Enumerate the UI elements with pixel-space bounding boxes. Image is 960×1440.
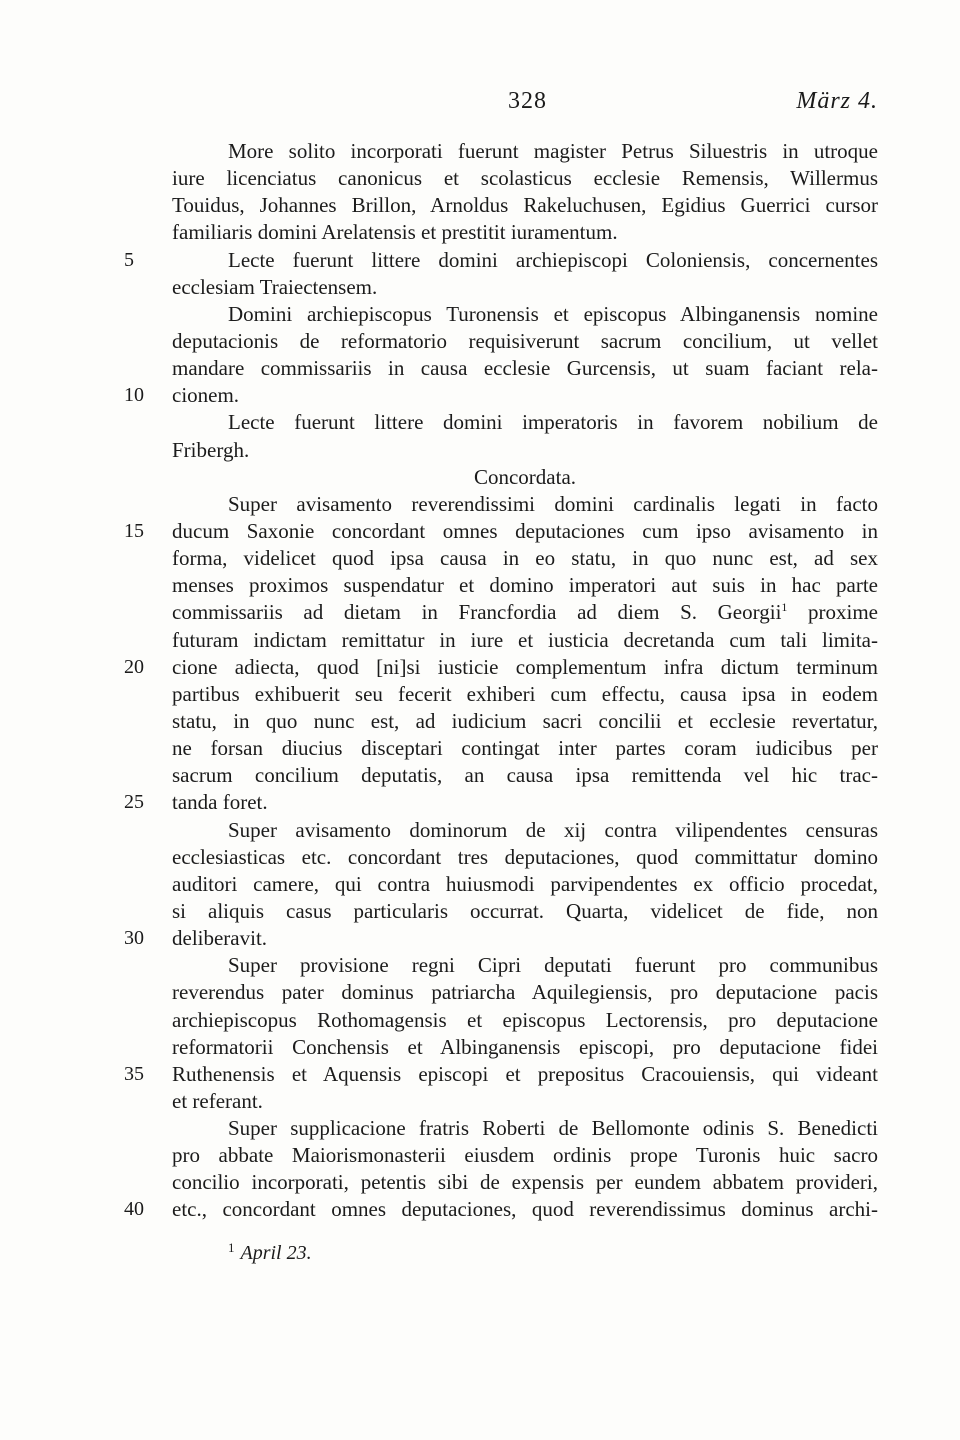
line-text: tanda foret. — [172, 790, 268, 815]
line-text: futuram indictam remittatur in iure et iusticia decretanda cum tali limita- — [172, 627, 878, 652]
text-line — [172, 545, 878, 572]
text-line — [124, 518, 878, 545]
text-line — [124, 1061, 878, 1088]
line-text: Concordata. — [473, 464, 577, 489]
line-text: familiaris domini Arelatensis et prestitit iuramentum. — [172, 220, 618, 245]
text-line — [172, 464, 878, 491]
text-line — [172, 572, 878, 599]
line-text: Fribergh. — [172, 437, 250, 462]
text-line — [172, 599, 878, 626]
line-text: Lecte fuerunt littere domini imperatoris in favorem nobilium de — [228, 410, 878, 435]
text-line — [172, 627, 878, 654]
text-line — [172, 762, 878, 789]
text-line — [172, 165, 878, 192]
text-line — [172, 328, 878, 355]
text-line — [172, 409, 878, 436]
text-line — [172, 274, 878, 301]
line-text: Super provisione regni Cipri deputati fuerunt pro communibus — [228, 953, 878, 978]
line-text: mandare commissariis in causa ecclesie Gurcensis, ut suam faciant rela- — [172, 356, 878, 381]
text-line — [172, 1115, 878, 1142]
text-line — [172, 708, 878, 735]
line-text: Domini archiepiscopus Turonensis et episcopus Albinganensis nomine — [228, 301, 878, 326]
page-header — [172, 88, 878, 122]
line-text: pro abbate Maiorismonasterii eiusdem ordinis prope Turonis huic sacro — [172, 1143, 878, 1168]
line-text: ecclesiasticas etc. concordant tres deputaciones, quod committatur domino — [172, 844, 878, 869]
text-line — [172, 1169, 878, 1196]
line-text: reverendus pater dominus patriarcha Aquilegiensis, pro deputacione pacis — [172, 980, 878, 1005]
line-number: 5 — [124, 248, 134, 271]
line-text: ducum Saxonie concordant omnes deputaciones cum ipso avisamento in — [172, 518, 878, 543]
footnote-reference: 1 — [781, 600, 788, 615]
line-number: 30 — [124, 927, 144, 950]
text-line — [124, 925, 878, 952]
text-line — [172, 871, 878, 898]
text-line — [172, 844, 878, 871]
text-line — [172, 138, 878, 165]
line-text: commissariis ad dietam in Francfordia ad diem S. Georgii — [172, 600, 782, 625]
line-text: archiepiscopus Rothomagensis et episcopus Lectorensis, pro deputacione — [172, 1007, 878, 1032]
line-number: 25 — [124, 791, 144, 814]
text-line — [124, 789, 878, 816]
text-line — [172, 898, 878, 925]
line-text: More solito incorporati fuerunt magister Petrus Siluestris in utroque — [228, 139, 878, 163]
text-line — [172, 1142, 878, 1169]
footnote — [228, 1240, 312, 1265]
text-line — [172, 681, 878, 708]
text-line — [172, 301, 878, 328]
line-text: concilio incorporati, petentis sibi de expensis per eundem abbatem provideri, — [172, 1170, 878, 1195]
line-text: Lecte fuerunt littere domini archiepiscopi Coloniensis, concernentes — [228, 247, 878, 272]
line-number: 15 — [124, 519, 144, 542]
running-head: März 4. — [796, 88, 878, 114]
line-text: reformatorii Conchensis et Albinganensis episcopi, pro deputacione fidei — [172, 1034, 878, 1059]
line-number: 20 — [124, 655, 144, 678]
text-line — [124, 247, 878, 274]
text-line — [172, 491, 878, 518]
line-text: et referant. — [172, 1088, 263, 1113]
line-text: sacrum concilium deputatis, an causa ipsa remittenda vel hic trac- — [172, 763, 878, 788]
line-text: Super supplicacione fratris Roberti de Bellomonte odinis S. Benedicti — [228, 1116, 878, 1141]
text-line — [172, 1088, 878, 1115]
line-text: partibus exhibuerit seu fecerit exhiberi cum effectu, causa ipsa in eodem — [172, 681, 878, 706]
line-text: etc., concordant omnes deputaciones, quod reverendissimus dominus archi- — [172, 1197, 878, 1222]
text-line — [172, 437, 878, 464]
line-text: si aliquis casus particularis occurrat. Quarta, videlicet de fide, non — [172, 898, 878, 923]
line-text: Super avisamento reverendissimi domini cardinalis legati in facto — [228, 491, 878, 516]
main-text — [124, 138, 879, 1224]
text-line — [124, 654, 878, 681]
line-text: iure licenciatus canonicus et scolasticus ecclesie Remensis, Willermus — [172, 166, 878, 191]
footnote-mark: 1 — [228, 1240, 235, 1255]
footnote-text: April 23. — [240, 1242, 312, 1264]
line-text: cione adiecta, quod [ni]si iusticie complementum infra dictum terminum — [172, 654, 878, 679]
line-text: ecclesiam Traiectensem. — [172, 274, 378, 299]
text-line — [172, 735, 878, 762]
text-line — [172, 192, 878, 219]
line-text: forma, videlicet quod ipsa causa in eo statu, in quo nunc est, ad sex — [172, 546, 878, 571]
text-line — [172, 817, 878, 844]
text-line — [172, 979, 878, 1006]
line-number: 40 — [124, 1198, 144, 1221]
line-number: 35 — [124, 1062, 144, 1085]
line-text: auditori camere, qui contra huiusmodi parvipendentes ex officio procedat, — [172, 871, 878, 896]
line-text: Super avisamento dominorum de xij contra vilipendentes censuras — [228, 817, 878, 842]
line-text: deputacionis de reformatorio requisiverunt sacrum concilium, ut vellet — [172, 328, 878, 353]
line-text: Ruthenensis et Aquensis episcopi et prepositus Cracouiensis, qui videant — [172, 1061, 878, 1086]
text-line — [124, 382, 878, 409]
line-text: menses proximos suspendatur et domino imperatori aut suis in hac parte — [172, 573, 878, 598]
line-text: deliberavit. — [172, 926, 268, 951]
text-line — [172, 952, 878, 979]
text-line — [172, 355, 878, 382]
text-line — [172, 1034, 878, 1061]
line-number: 10 — [124, 384, 144, 407]
line-text: cionem. — [172, 383, 240, 408]
text-line — [172, 1007, 878, 1034]
page-number: 328 — [508, 88, 547, 114]
line-text: Touidus, Johannes Brillon, Arnoldus Rakeluchusen, Egidius Guerrici cursor — [172, 193, 878, 218]
line-text-continuation: proxime — [787, 600, 879, 625]
line-text: statu, in quo nunc est, ad iudicium sacri concilii et ecclesie revertatur, — [172, 708, 878, 733]
line-text: ne forsan diucius disceptari contingat inter partes coram iudicibus per — [172, 736, 878, 761]
text-line — [172, 219, 878, 246]
text-line — [124, 1196, 878, 1223]
